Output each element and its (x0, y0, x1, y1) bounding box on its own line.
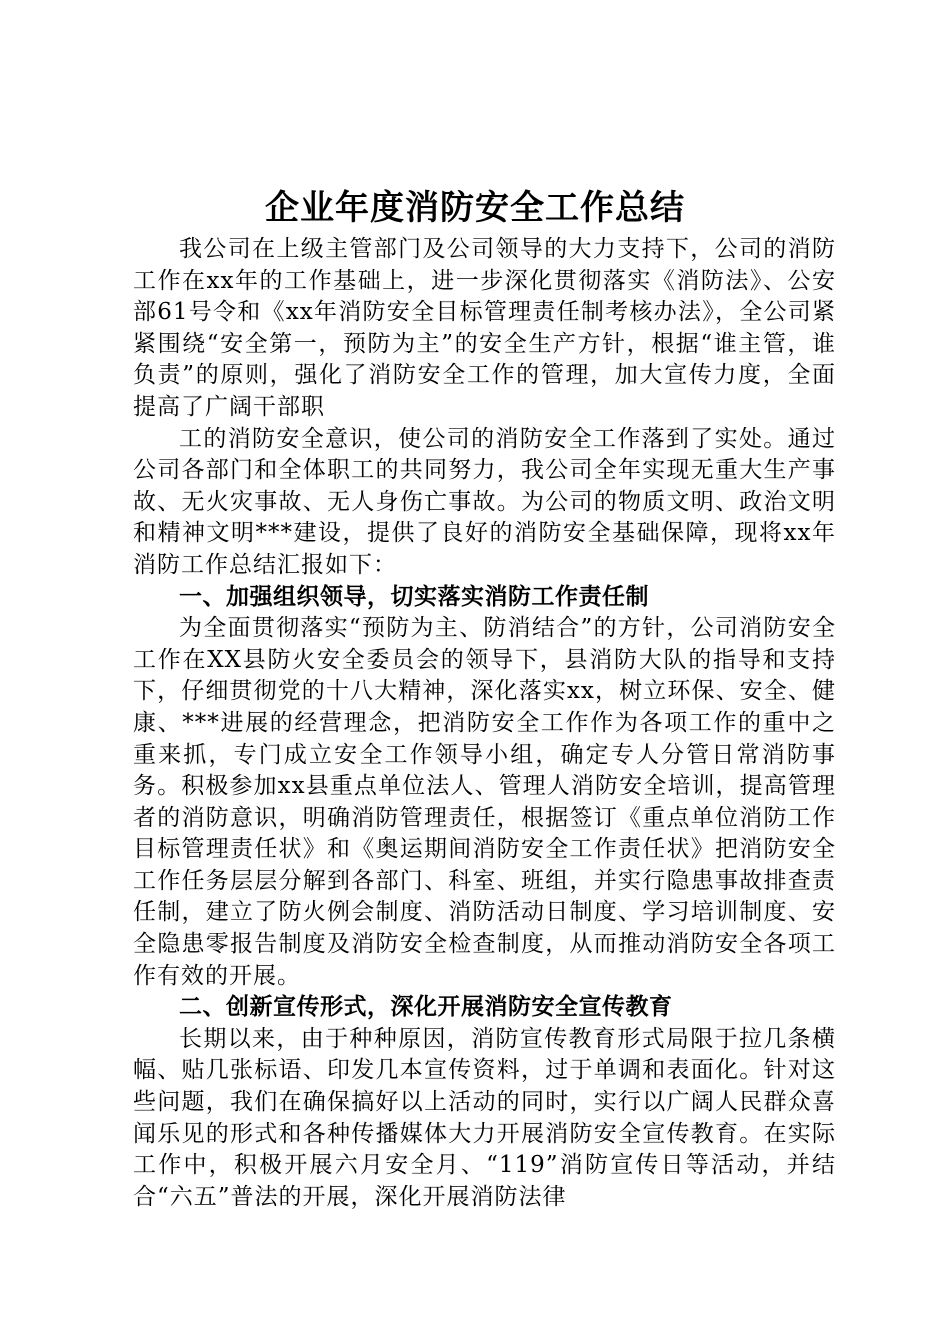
paragraph-section-2: 长期以来，由于种种原因，消防宣传教育形式局限于拉几条横幅、贴几张标语、印发几本宣传资料，过于单调和表面化。针对这些问题，我们在确保搞好以上活动的同时，实行以广阔人民群众喜闻乐见的形式和各种传播媒体大力开展消防安全宣传教育。在实际工作中，积极开展六月安全月、“119”消防宣传日等活动，并结合“六五”普法的开展，深化开展消防法律 (133, 1025, 836, 1210)
section-heading-1: 一、加强组织领导，切实落实消防工作责任制 (179, 583, 649, 610)
document-title: 企业年度消防安全工作总结 (265, 188, 685, 228)
section-heading-2: 二、创新宣传形式，深化开展消防安全宣传教育 (179, 994, 673, 1021)
document-body (133, 234, 836, 1213)
paragraph-section-1: 为全面贯彻落实“预防为主、防消结合”的方针，公司消防安全工作在XX县防火安全委员会的领导下，县消防大队的指导和支持下，仔细贯彻党的十八大精神，深化落实xx，树立环保、安全、健康、***进展的经营理念，把消防安全工作作为各项工作的重中之重来抓，专门成立安全工作领导小组，确定专人分管日常消防事务。积极参加xx县重点单位法人、管理人消防安全培训，提高管理者的消防意识，明确消防管理责任，根据签订《重点单位消防工作目标管理责任状》和《奥运期间消防安全工作责任状》把消防安全工作任务层层分解到各部门、科室、班组，并实行隐患事故排查责任制，建立了防火例会制度、消防活动日制度、学习培训制度、安全隐患零报告制度及消防安全检查制度，从而推动消防安全各项工作有效的开展。 (133, 615, 836, 989)
paragraph-summary: 工的消防安全意识，使公司的消防安全工作落到了实处。通过公司各部门和全体职工的共同努力，我公司全年实现无重大生产事故、无火灾事故、无人身伤亡事故。为公司的物质文明、政治文明和精神文明***建设，提供了良好的消防安全基础保障，现将xx年消防工作总结汇报如下： (133, 425, 836, 578)
paragraph-intro: 我公司在上级主管部门及公司领导的大力支持下，公司的消防工作在xx年的工作基础上，进一步深化贯彻落实《消防法》、公安部61号令和《xx年消防安全目标管理责任制考核办法》，全公司紧紧围绕“安全第一，预防为主”的安全生产方针，根据“谁主管，谁负责”的原则，强化了消防安全工作的管理，加大宣传力度，全面提高了广阔干部职 (133, 236, 836, 420)
